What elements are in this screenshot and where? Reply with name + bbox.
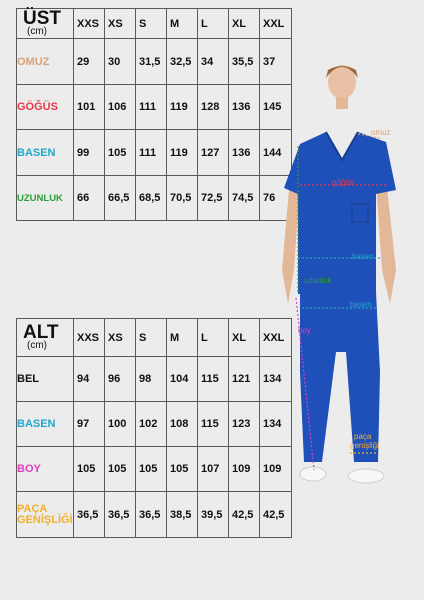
table-cell: 34 [198, 39, 229, 85]
basen-top-measure-label: basen [352, 252, 374, 261]
table-cell: 123 [229, 402, 260, 447]
table-cell: 74,5 [229, 176, 260, 221]
lower-table-title-cell [17, 319, 74, 357]
size-header-xxs: XXS [74, 319, 105, 357]
table-row [17, 39, 292, 85]
table-cell: 38,5 [167, 492, 198, 538]
table-cell: 105 [167, 447, 198, 492]
boy-measure-label: boy [298, 326, 311, 335]
table-cell: 99 [74, 130, 105, 176]
size-header-l: L [198, 9, 229, 39]
table-cell: 106 [105, 85, 136, 130]
table-cell: 104 [167, 357, 198, 402]
table-cell: 109 [260, 447, 292, 492]
table-cell: 134 [260, 402, 292, 447]
model-left-arm [282, 178, 300, 304]
table-row [17, 447, 292, 492]
row-label-basen: BASEN [17, 130, 74, 176]
table-row [17, 492, 292, 538]
table-cell: 100 [105, 402, 136, 447]
size-header-xxl: XXL [260, 319, 292, 357]
table-cell: 98 [136, 357, 167, 402]
table-row [17, 85, 292, 130]
size-header-xl: XL [229, 319, 260, 357]
uzunluk-measure-label: uzunluk [304, 276, 332, 285]
table-cell: 37 [260, 39, 292, 85]
table-cell: 108 [167, 402, 198, 447]
size-header-xxs: XXS [74, 9, 105, 39]
table-cell: 128 [198, 85, 229, 130]
table-cell: 96 [105, 357, 136, 402]
lower-header-row [17, 319, 292, 357]
table-cell: 144 [260, 130, 292, 176]
size-header-s: S [136, 9, 167, 39]
gogus-measure-label: göğüs [332, 178, 354, 187]
size-header-l: L [198, 319, 229, 357]
row-label-paca-genisligi [17, 492, 74, 538]
size-header-xs: XS [105, 319, 136, 357]
table-cell: 70,5 [167, 176, 198, 221]
table-cell: 121 [229, 357, 260, 402]
table-cell: 127 [198, 130, 229, 176]
row-label-line: PAÇA [17, 502, 48, 515]
scrubs-model-figure [262, 60, 412, 500]
lower-size-table [16, 318, 292, 538]
table-cell: 111 [136, 85, 167, 130]
lower-table-title: ALT [23, 322, 59, 343]
table-cell: 111 [136, 130, 167, 176]
table-cell: 68,5 [136, 176, 167, 221]
size-header-m: M [167, 319, 198, 357]
table-cell: 66 [74, 176, 105, 221]
table-cell: 29 [74, 39, 105, 85]
row-label-basen: BASEN [17, 402, 74, 447]
table-cell: 72,5 [198, 176, 229, 221]
table-cell: 115 [198, 402, 229, 447]
row-label-omuz: OMUZ [17, 39, 74, 85]
table-cell: 32,5 [167, 39, 198, 85]
table-cell: 94 [74, 357, 105, 402]
table-cell: 36,5 [74, 492, 105, 538]
table-row [17, 176, 292, 221]
row-label-line: GENİŞLİĞİ [17, 513, 73, 526]
table-row [17, 402, 292, 447]
table-cell: 76 [260, 176, 292, 221]
table-cell: 36,5 [105, 492, 136, 538]
table-cell: 42,5 [260, 492, 292, 538]
table-cell: 105 [105, 130, 136, 176]
genisligi-measure-label: genişliği [350, 441, 379, 450]
table-cell: 107 [198, 447, 229, 492]
upper-table-unit: (cm) [27, 26, 47, 37]
lower-table-unit: (cm) [27, 340, 47, 351]
upper-table-title: ÜST [23, 8, 61, 29]
table-cell: 136 [229, 130, 260, 176]
table-row [17, 130, 292, 176]
table-cell: 145 [260, 85, 292, 130]
basen-bottom-measure-label: basen [350, 300, 372, 309]
table-cell: 39,5 [198, 492, 229, 538]
table-cell: 31,5 [136, 39, 167, 85]
table-cell: 30 [105, 39, 136, 85]
omuz-measure-label: omuz [371, 128, 391, 137]
table-cell: 119 [167, 130, 198, 176]
table-cell: 109 [229, 447, 260, 492]
table-cell: 102 [136, 402, 167, 447]
upper-header-row [17, 9, 292, 39]
size-header-m: M [167, 9, 198, 39]
model-right-arm [376, 178, 396, 304]
table-cell: 97 [74, 402, 105, 447]
upper-size-table [16, 8, 292, 221]
table-cell: 35,5 [229, 39, 260, 85]
table-cell: 105 [74, 447, 105, 492]
table-cell: 119 [167, 85, 198, 130]
table-cell: 36,5 [136, 492, 167, 538]
row-label-uzunluk: UZUNLUK [17, 176, 74, 221]
upper-table-title-cell [17, 9, 74, 39]
table-row [17, 357, 292, 402]
table-cell: 105 [105, 447, 136, 492]
row-label-gogus: GÖĞÜS [17, 85, 74, 130]
paca-measure-label: paça [354, 432, 372, 441]
table-cell: 134 [260, 357, 292, 402]
model-neck [336, 97, 348, 109]
size-header-xs: XS [105, 9, 136, 39]
table-cell: 115 [198, 357, 229, 402]
model-right-shoe [348, 469, 384, 483]
table-cell: 136 [229, 85, 260, 130]
table-cell: 105 [136, 447, 167, 492]
row-label-boy: BOY [17, 447, 74, 492]
table-cell: 42,5 [229, 492, 260, 538]
table-cell: 101 [74, 85, 105, 130]
size-header-xl: XL [229, 9, 260, 39]
table-cell: 66,5 [105, 176, 136, 221]
row-label-bel: BEL [17, 357, 74, 402]
size-header-s: S [136, 319, 167, 357]
size-header-xxl: XXL [260, 9, 292, 39]
model-left-shoe [300, 467, 326, 481]
